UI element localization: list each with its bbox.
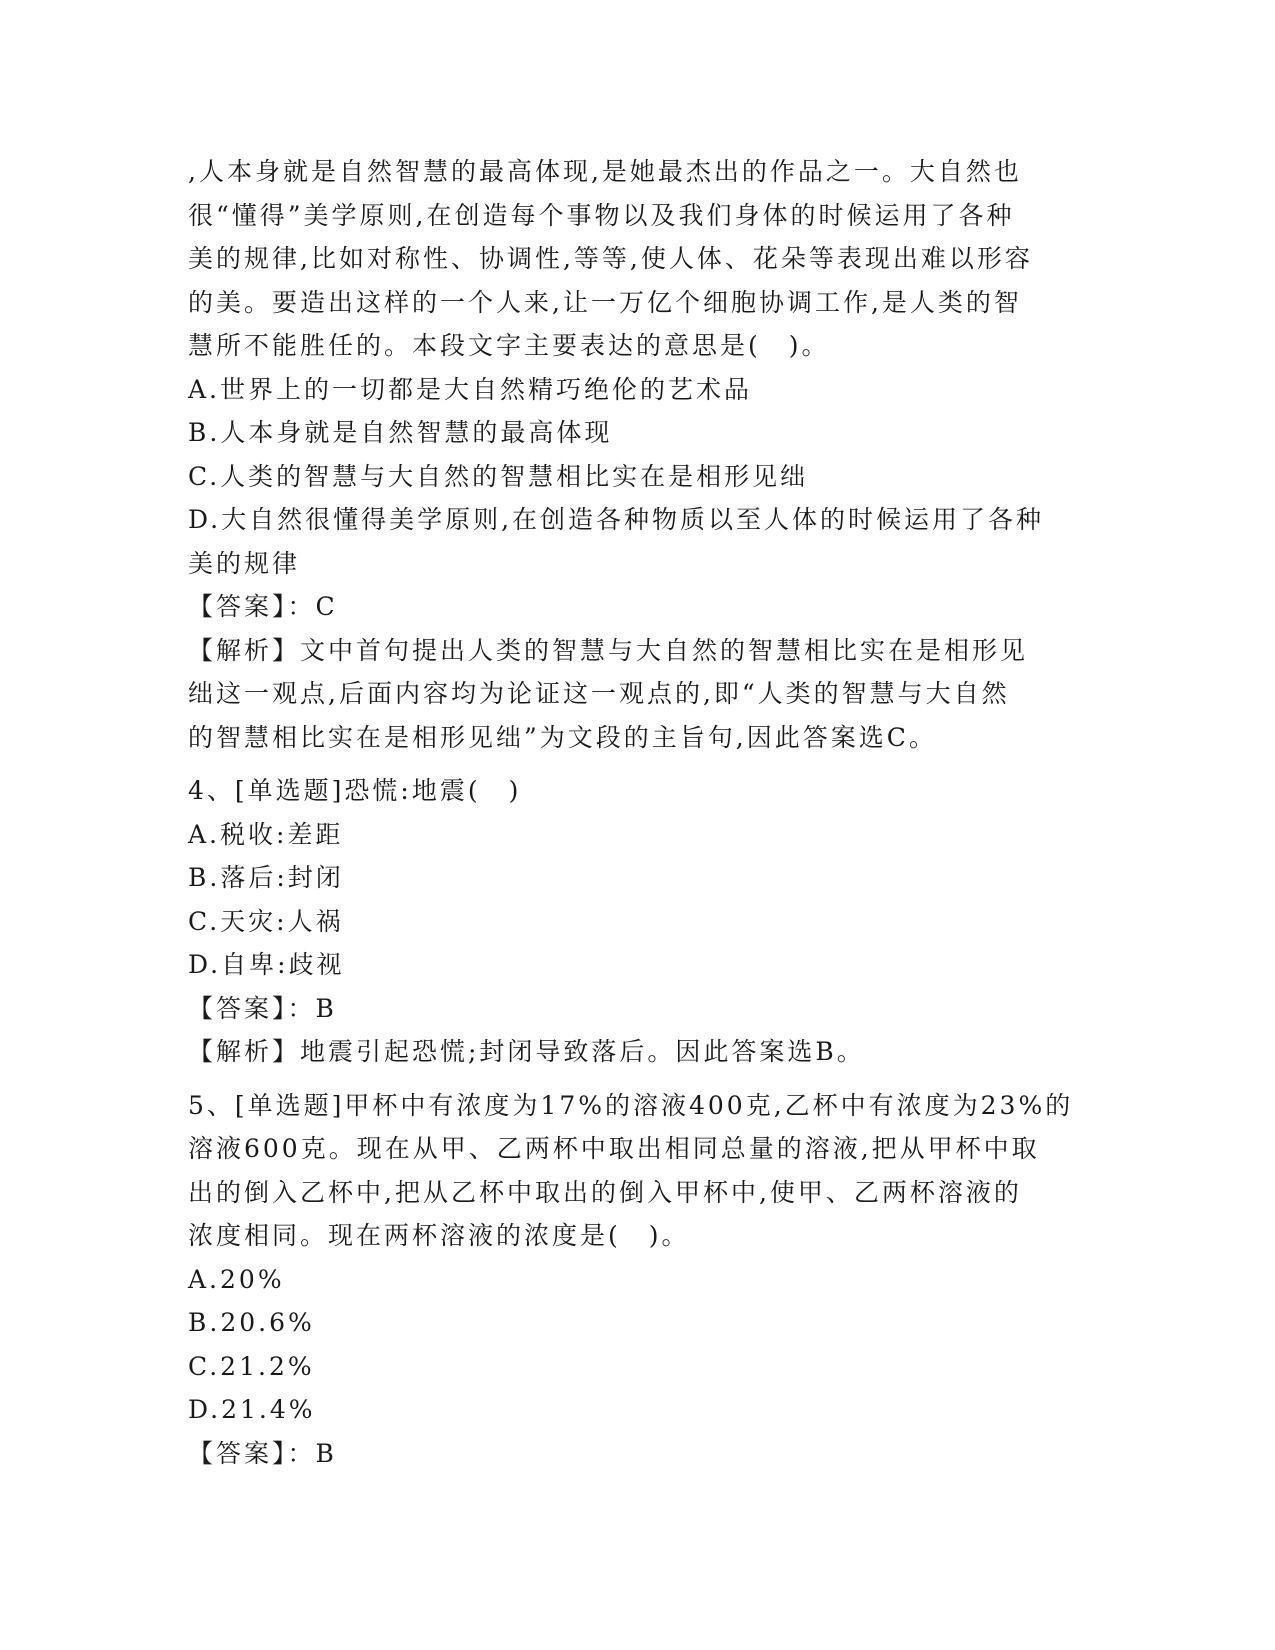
- answer: 【答案】：B: [188, 1438, 337, 1468]
- question-stem-line: 浓度相同。现在两杯溶液的浓度是( )。: [188, 1221, 690, 1250]
- option-b: B.人本身就是自然智慧的最高体现: [188, 418, 613, 447]
- option-c: C.人类的智慧与大自然的智慧相比实在是相形见绌: [188, 461, 809, 491]
- question-5: [188, 1084, 1088, 1476]
- spacer: [188, 1074, 1088, 1084]
- option-a: A.世界上的一切都是大自然精巧绝伦的艺术品: [188, 374, 753, 404]
- question-3: [188, 150, 1088, 759]
- spacer: [188, 759, 1088, 769]
- question-stem-line: 的美。要造出这样的一个人来,让一万亿个细胞协调工作,是人类的智: [188, 287, 1022, 317]
- option-b: B.20.6%: [188, 1308, 315, 1337]
- question-stem-line: 溶液600克。现在从甲、乙两杯中取出相同总量的溶液,把从甲杯中取: [188, 1134, 1040, 1163]
- question-4: [188, 769, 1088, 1074]
- answer: 【答案】：C: [188, 592, 338, 621]
- question-stem-line: 慧所不能胜任的。本段文字主要表达的意思是( )。: [188, 331, 830, 360]
- question-stem-line: 很“懂得”美学原则,在创造每个事物以及我们身体的时候运用了各种: [188, 200, 1015, 230]
- answer: 【答案】：B: [188, 993, 337, 1023]
- analysis-line: 【解析】文中首句提出人类的智慧与大自然的智慧相比实在是相形见: [188, 635, 1029, 665]
- option-c: C.天灾:人祸: [188, 906, 344, 936]
- analysis-line: 绌这一观点,后面内容均为论证这一观点的,即“人类的智慧与大自然: [188, 679, 1010, 708]
- question-stem-line: 5、[单选题]甲杯中有浓度为17%的溶液400克,乙杯中有浓度为23%的: [188, 1090, 1074, 1120]
- analysis: 【解析】地震引起恐慌;封闭导致落后。因此答案选B。: [188, 1037, 865, 1066]
- option-d: D.大自然很懂得美学原则,在创造各种物质以至人体的时候运用了各种: [188, 505, 1045, 534]
- question-stem: 4、[单选题]恐慌:地震( ): [188, 776, 522, 805]
- option-d: D.21.4%: [188, 1395, 316, 1424]
- analysis-line: 的智慧相比实在是相形见绌”为文段的主旨句,因此答案选C。: [188, 722, 937, 752]
- question-stem-line: 出的倒入乙杯中,把从乙杯中取出的倒入甲杯中,使甲、乙两杯溶液的: [188, 1177, 1022, 1207]
- option-a: A.20%: [188, 1264, 285, 1294]
- option-d: D.自卑:歧视: [188, 950, 345, 979]
- question-stem-line: 美的规律,比如对称性、协调性,等等,使人体、花朵等表现出难以形容: [188, 244, 1033, 273]
- document-page: [188, 150, 1088, 1475]
- option-d-continued: 美的规律: [188, 548, 301, 578]
- question-stem-line: ,人本身就是自然智慧的最高体现,是她最杰出的作品之一。大自然也: [188, 157, 1022, 186]
- option-b: B.落后:封闭: [188, 863, 344, 892]
- option-a: A.税收:差距: [188, 819, 344, 849]
- option-c: C.21.2%: [188, 1351, 315, 1381]
